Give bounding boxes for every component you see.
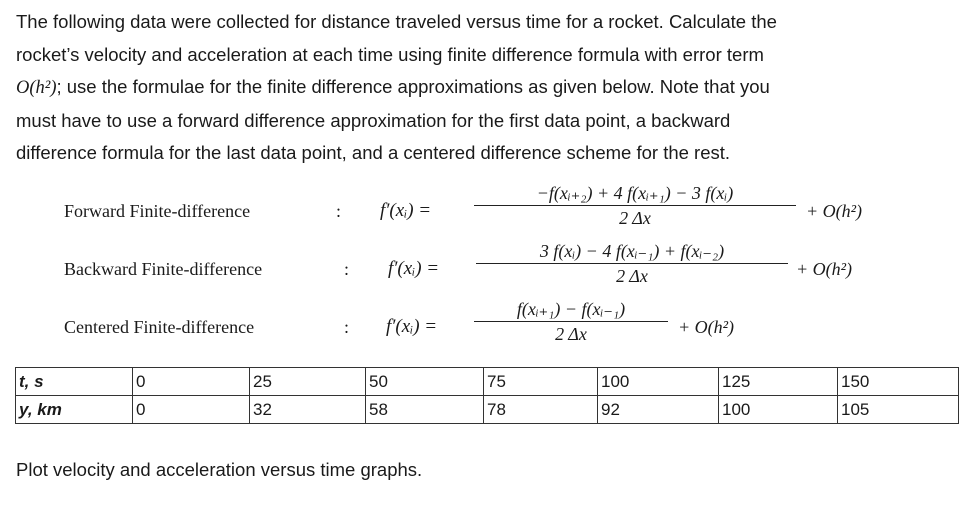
centered-fraction-bar bbox=[474, 321, 668, 322]
table-cell: 150 bbox=[838, 368, 959, 396]
table-cell: 125 bbox=[719, 368, 838, 396]
table-cell: 100 bbox=[719, 396, 838, 424]
backward-error: + O(h²) bbox=[796, 259, 853, 279]
forward-error: + O(h²) bbox=[806, 201, 863, 221]
backward-lhs: f′(xᵢ) = bbox=[388, 258, 440, 279]
centered-numerator: f(xᵢ₊₁) − f(xᵢ₋₁) bbox=[516, 299, 626, 319]
table-cell: 105 bbox=[838, 396, 959, 424]
table-cell: 75 bbox=[484, 368, 598, 396]
backward-fraction-bar bbox=[476, 263, 788, 264]
backward-denominator: 2 Δx bbox=[616, 266, 648, 286]
forward-denominator: 2 Δx bbox=[619, 208, 651, 228]
table-cell: 0 bbox=[133, 396, 250, 424]
forward-label: Forward Finite-difference bbox=[64, 201, 251, 221]
centered-lhs: f′(xᵢ) = bbox=[386, 316, 438, 337]
centered-fraction bbox=[474, 299, 668, 345]
table-row bbox=[16, 368, 959, 396]
forward-fraction-bar bbox=[474, 205, 796, 206]
data-table bbox=[15, 367, 959, 424]
problem-line-1: The following data were collected for distance traveled versus time for a rocket. Calculate the bbox=[16, 11, 777, 32]
closing-instruction: Plot velocity and acceleration versus time graphs. bbox=[16, 459, 423, 480]
centered-error: + O(h²) bbox=[678, 317, 735, 337]
backward-fraction bbox=[476, 241, 788, 287]
forward-formula bbox=[0, 183, 974, 239]
backward-label: Backward Finite-difference bbox=[64, 259, 263, 279]
forward-numerator: −f(xᵢ₊₂) + 4 f(xᵢ₊₁) − 3 f(xᵢ) bbox=[536, 183, 734, 203]
problem-line-5: difference formula for the last data point, and a centered difference scheme for the rest. bbox=[16, 142, 731, 163]
backward-numerator: 3 f(xᵢ) − 4 f(xᵢ₋₁) + f(xᵢ₋₂) bbox=[539, 241, 725, 261]
centered-denominator: 2 Δx bbox=[555, 324, 587, 344]
row-header-distance: y, km bbox=[16, 396, 133, 424]
centered-colon: : bbox=[344, 317, 350, 337]
problem-statement bbox=[16, 6, 966, 170]
table-cell: 50 bbox=[366, 368, 484, 396]
problem-line-3 bbox=[16, 71, 966, 105]
error-term: O(h²) bbox=[16, 78, 57, 98]
table-cell: 78 bbox=[484, 396, 598, 424]
backward-colon: : bbox=[344, 259, 350, 279]
table-cell: 25 bbox=[250, 368, 366, 396]
row-header-time: t, s bbox=[16, 368, 133, 396]
forward-lhs: f′(xᵢ) = bbox=[380, 200, 432, 221]
table-cell: 100 bbox=[598, 368, 719, 396]
table-cell: 58 bbox=[366, 396, 484, 424]
table-row bbox=[16, 396, 959, 424]
problem-line-4: must have to use a forward difference approximation for the first data point, a backward bbox=[16, 109, 731, 131]
problem-line-3-text: ; use the formulae for the finite difference approximations as given below. Note that you bbox=[56, 76, 770, 97]
centered-label: Centered Finite-difference bbox=[64, 317, 255, 337]
centered-formula bbox=[0, 299, 974, 355]
table-cell: 0 bbox=[133, 368, 250, 396]
forward-fraction bbox=[474, 183, 796, 229]
problem-line-2: rocket’s velocity and acceleration at each time using finite difference formula with error term bbox=[16, 43, 764, 65]
table-cell: 32 bbox=[250, 396, 366, 424]
table-cell: 92 bbox=[598, 396, 719, 424]
forward-colon: : bbox=[336, 201, 342, 221]
backward-formula bbox=[0, 241, 974, 297]
